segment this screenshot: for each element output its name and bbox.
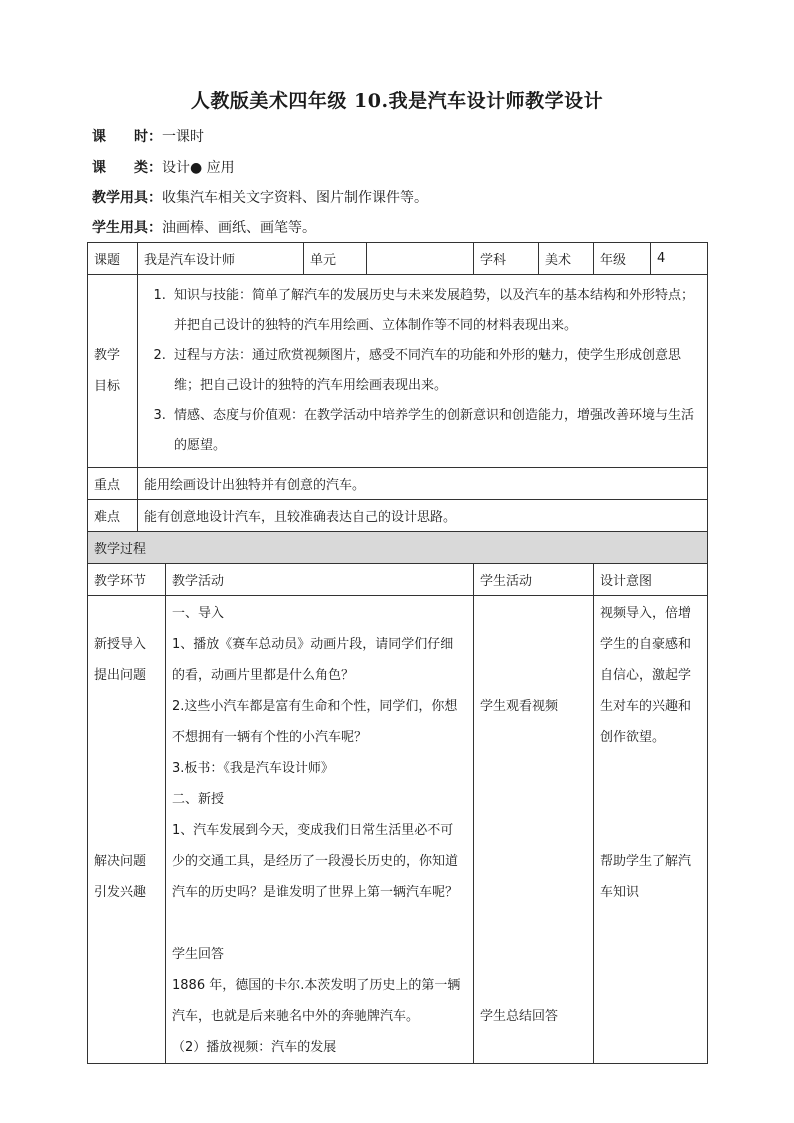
activity-line: 1、播放《赛车总动员》动画片段，请同学们仔细 bbox=[172, 637, 454, 652]
student-activity-2: 学生总结回答 bbox=[480, 1009, 559, 1024]
activity-line: 二、新授 bbox=[172, 792, 225, 807]
meta-teacher-tools bbox=[92, 187, 428, 207]
subject-label: 学科 bbox=[474, 243, 539, 275]
goal-item: 3. 情感、态度与价值观：在教学活动中培养学生的创新意识和创造能力，增强改善环境与生活的愿望。 bbox=[170, 401, 699, 461]
activity-line: 一、导入 bbox=[172, 606, 225, 621]
difficulty-value: 能有创意地设计汽车，且较准确表达自己的设计思路。 bbox=[138, 500, 708, 532]
type-value: 设计● 应用 bbox=[162, 160, 235, 176]
lesson-table bbox=[87, 242, 708, 1064]
key-point-row bbox=[88, 468, 708, 500]
goals-label-1: 教学 bbox=[94, 348, 121, 363]
col-stage: 教学环节 bbox=[88, 564, 166, 596]
intent-line: 自信心，激起学 bbox=[600, 668, 692, 683]
key-label: 重点 bbox=[88, 468, 138, 500]
activity-line: （2）播放视频：汽车的发展 bbox=[172, 1040, 337, 1055]
intent-line: 学生的自豪感和 bbox=[600, 637, 692, 652]
unit-label: 单元 bbox=[304, 243, 367, 275]
stage1-line-a: 新授导入 bbox=[94, 637, 147, 652]
grade-value: 4 bbox=[651, 243, 708, 275]
stage2-line-b: 引发兴趣 bbox=[94, 885, 147, 900]
student-tools-label: 学生用具： bbox=[92, 220, 162, 236]
intent-line: 帮助学生了解汽 bbox=[600, 854, 692, 869]
type-label: 课 类： bbox=[92, 160, 162, 176]
goal-item: 2. 过程与方法：通过欣赏视频图片，感受不同汽车的功能和外形的魅力，使学生形成创意思维；把自己设计的独特的汽车用绘画表现出来。 bbox=[170, 341, 699, 401]
stage1-line-b: 提出问题 bbox=[94, 668, 147, 683]
col-student: 学生活动 bbox=[474, 564, 594, 596]
process-header-row bbox=[88, 564, 708, 596]
activity-line: 1、汽车发展到今天，变成我们日常生活里必不可 bbox=[172, 823, 454, 838]
activity-line: 3.板书：《我是汽车设计师》 bbox=[172, 761, 334, 776]
intent-cell bbox=[594, 596, 708, 1064]
goals-row bbox=[88, 275, 708, 468]
activity-cell bbox=[166, 596, 474, 1064]
student-tools-value: 油画棒、画纸、画笔等。 bbox=[162, 220, 316, 236]
intent-line: 生对车的兴趣和 bbox=[600, 699, 692, 714]
process-body-row bbox=[88, 596, 708, 1064]
activity-line: 学生回答 bbox=[172, 947, 225, 962]
intent-line: 视频导入，倍增 bbox=[600, 606, 692, 621]
topic-value: 我是汽车设计师 bbox=[138, 243, 304, 275]
student-activity-1: 学生观看视频 bbox=[480, 699, 559, 714]
header-row bbox=[88, 243, 708, 275]
stage-cell bbox=[88, 596, 166, 1064]
unit-value bbox=[367, 243, 474, 275]
teacher-tools-label: 教学用具： bbox=[92, 190, 162, 206]
goals-label-2: 目标 bbox=[94, 379, 121, 394]
activity-line: 1886 年，德国的卡尔.本茨发明了历史上的第一辆 bbox=[172, 978, 461, 993]
hours-value: 一课时 bbox=[162, 129, 204, 145]
student-cell bbox=[474, 596, 594, 1064]
stage2-line-a: 解决问题 bbox=[94, 854, 147, 869]
activity-line: 汽车，也就是后来驰名中外的奔驰牌汽车。 bbox=[172, 1009, 420, 1024]
intent-line: 创作欲望。 bbox=[600, 730, 666, 745]
meta-student-tools bbox=[92, 217, 316, 237]
activity-line: 少的交通工具，是经历了一段漫长历史的，你知道 bbox=[172, 854, 459, 869]
goals-list bbox=[146, 281, 699, 461]
hours-label: 课 时： bbox=[92, 129, 162, 145]
col-intent: 设计意图 bbox=[594, 564, 708, 596]
meta-hours bbox=[92, 126, 204, 146]
meta-type bbox=[92, 157, 235, 177]
difficulty-label: 难点 bbox=[88, 500, 138, 532]
grade-label: 年级 bbox=[594, 243, 651, 275]
teacher-tools-value: 收集汽车相关文字资料、图片制作课件等。 bbox=[162, 190, 428, 206]
activity-line: 汽车的历史吗？是谁发明了世界上第一辆汽车呢？ bbox=[172, 885, 459, 900]
goals-content bbox=[138, 275, 708, 468]
difficulty-row bbox=[88, 500, 708, 532]
goal-item: 1. 知识与技能：简单了解汽车的发展历史与未来发展趋势，以及汽车的基本结构和外形特点；并把自己设计的独特的汽车用绘画、立体制作等不同的材料表现出来。 bbox=[170, 281, 699, 341]
topic-label: 课题 bbox=[88, 243, 138, 275]
subject-value: 美术 bbox=[539, 243, 594, 275]
key-value: 能用绘画设计出独特并有创意的汽车。 bbox=[138, 468, 708, 500]
activity-line: 的看，动画片里都是什么角色？ bbox=[172, 668, 355, 683]
process-title-row bbox=[88, 532, 708, 564]
intent-line: 车知识 bbox=[600, 885, 640, 900]
activity-line: 2.这些小汽车都是富有生命和个性，同学们，你想 bbox=[172, 699, 458, 714]
process-title: 教学过程 bbox=[88, 532, 708, 564]
col-activity: 教学活动 bbox=[166, 564, 474, 596]
activity-line: 不想拥有一辆有个性的小汽车呢？ bbox=[172, 730, 368, 745]
page-title: 人教版美术四年级 10.我是汽车设计师教学设计 bbox=[190, 90, 604, 112]
